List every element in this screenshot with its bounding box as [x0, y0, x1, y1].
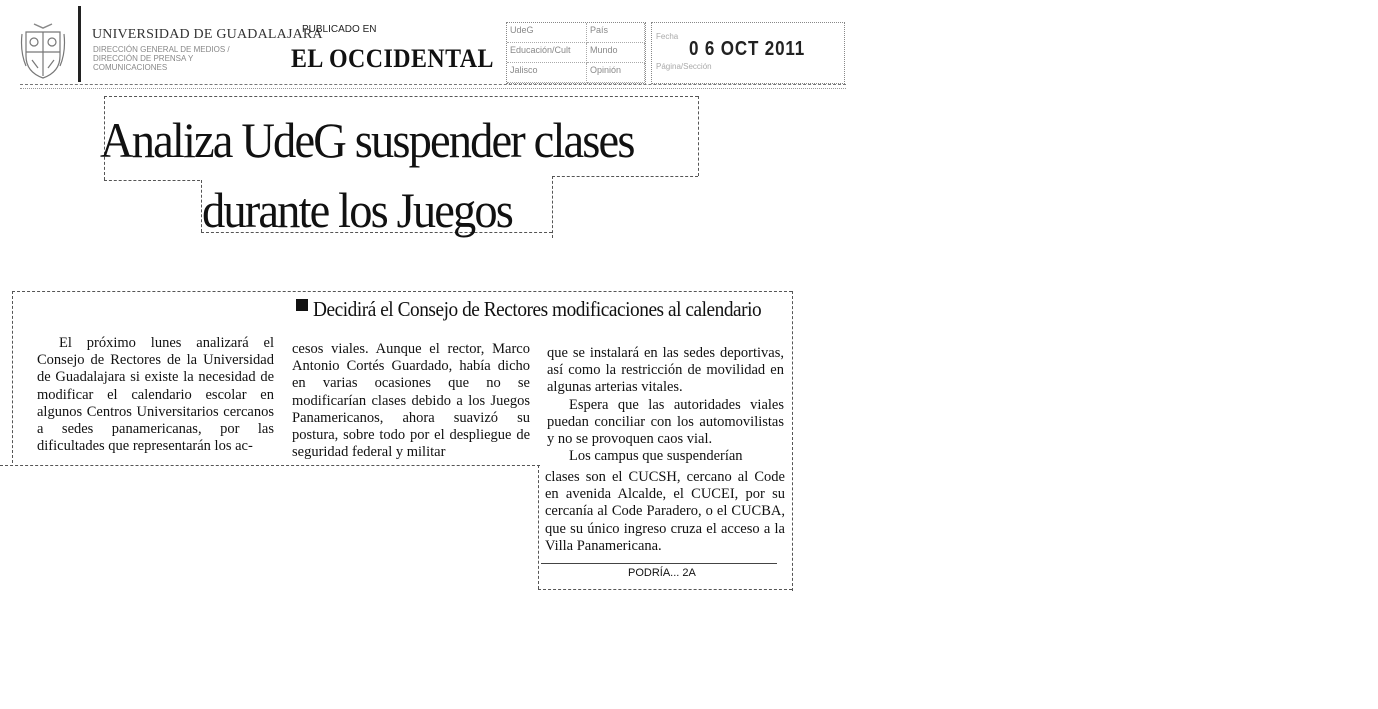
clip-line — [12, 291, 13, 463]
clip-line — [104, 180, 200, 181]
section-pais: País — [587, 23, 645, 43]
clip-line — [538, 465, 539, 589]
continued-rule — [541, 563, 777, 564]
article-column-1: El próximo lunes analizará el Consejo de Rectores de la Universidad de Guadalajara si existe la necesidad de modificar el calendario escolar en algunos Centros Universitarios cercanos a sedes panamericanas, por las dificultades que representarán los ac- — [37, 335, 274, 455]
section-udeg: UdeG — [507, 23, 587, 43]
article-column-2: cesos viales. Aunque el rector, Marco Antonio Cortés Guardado, había dicho en varias ocasiones que no se modificarían clases debido a los Juegos Panamericanos, ahora suavizó su postura, sobre todo por el despliegue de seguridad federal y militar — [292, 341, 530, 461]
continued-reference: PODRÍA... 2A — [628, 567, 696, 579]
section-checklist — [506, 22, 646, 84]
headline-line-2: durante los Juegos — [202, 182, 513, 238]
page-label: Página/Sección — [656, 62, 712, 71]
header-rule-dotted — [20, 88, 846, 89]
published-in-label: PUBLICADO EN — [302, 24, 377, 35]
date-label: Fecha — [656, 32, 679, 41]
department-name: DIRECCIÓN GENERAL DE MEDIOS / DIRECCIÓN DE PRENSA Y COMUNICACIONES — [93, 45, 230, 72]
headline-line-1: Analiza UdeG suspender clases — [100, 112, 634, 168]
clip-line — [552, 176, 698, 177]
publication-date-stamp: 0 6 OCT 2011 — [689, 38, 806, 60]
university-seal-icon — [20, 22, 66, 80]
clip-line — [104, 96, 698, 97]
clip-line — [538, 589, 792, 590]
bullet-square-icon — [296, 299, 308, 311]
section-educacion: Educación/Cult — [507, 43, 587, 63]
article-column-3: que se instalará en las sedes deportivas, así como la restricción de movilidad en algunas arterias vitales. Espera que las autoridades viales puedan conciliar con los automovilistas y no se provoquen caos vial. Los campus que suspenderían — [547, 345, 784, 465]
clip-line — [792, 291, 793, 591]
section-opinion: Opinión — [587, 63, 645, 83]
clip-line — [552, 176, 553, 238]
subheadline: Decidirá el Consejo de Rectores modificaciones al calendario — [313, 297, 762, 321]
header-divider — [78, 6, 81, 82]
clip-line — [0, 465, 540, 466]
section-jalisco: Jalisco — [507, 63, 587, 83]
header-rule — [20, 84, 846, 85]
institution-name: UNIVERSIDAD DE GUADALAJARA — [92, 27, 323, 42]
clip-line — [12, 291, 792, 292]
newspaper-name: EL OCCIDENTAL — [291, 44, 494, 73]
clip-line — [698, 96, 699, 176]
article-column-4: clases son el CUCSH, cercano al Code en avenida Alcalde, el CUCEI, por su cercanía al Code Paradero, o el CUCBA, que su único ingreso cruza el acceso a la Villa Panamericana. — [545, 469, 785, 554]
section-mundo: Mundo — [587, 43, 645, 63]
